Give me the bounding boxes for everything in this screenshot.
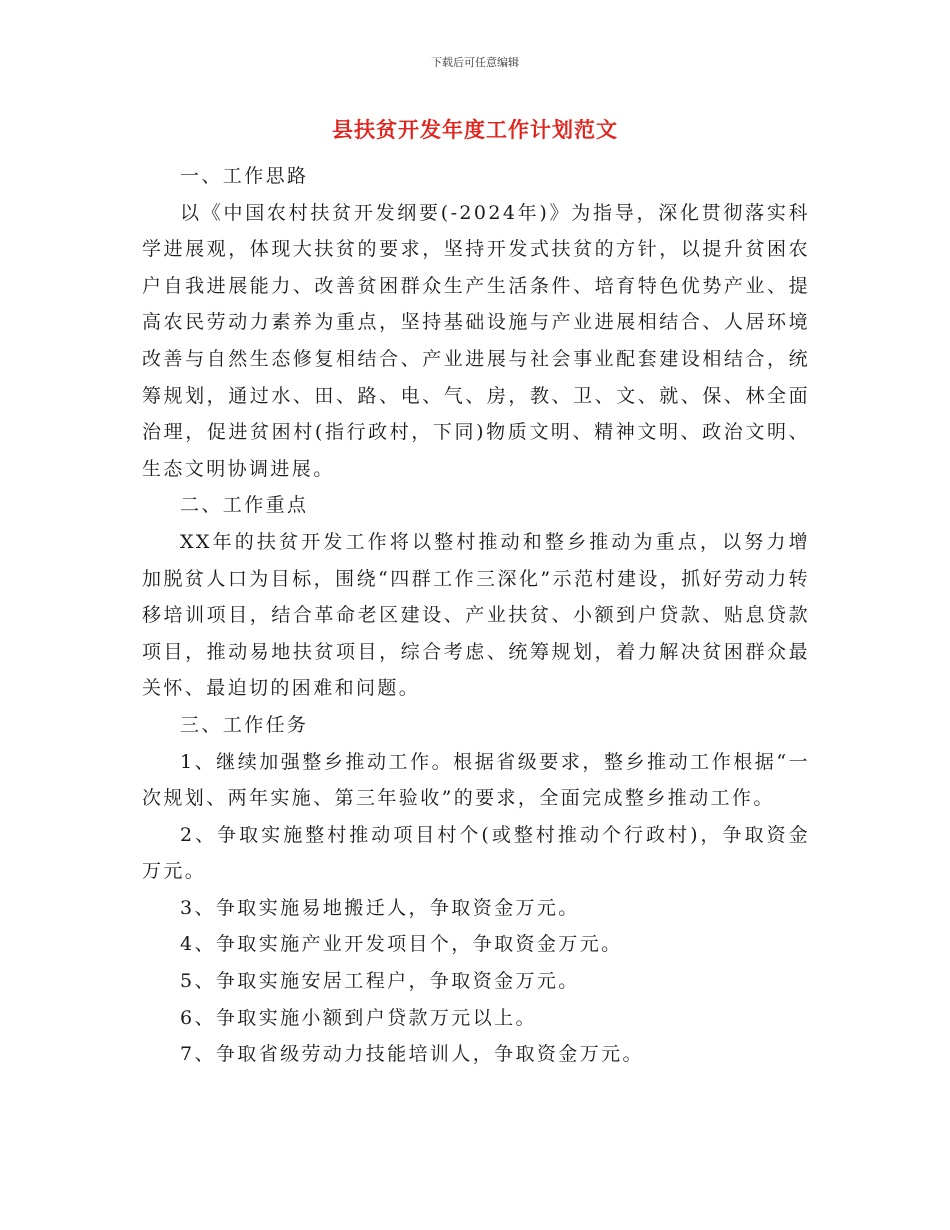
- paragraph-work-approach: 以《中国农村扶贫开发纲要(-2024年)》为指导，深化贯彻落实科学进展观，体现大扶贫的要求，坚持开发式扶贫的方针，以提升贫困农户自我进展能力、改善贫困群众生产生活条件、培育特色优势产业、提高农民劳动力素养为重点，坚持基础设施与产业进展相结合、人居环境改善与自然生态修复相结合、产业进展与社会事业配套建设相结合，统筹规划，通过水、田、路、电、气、房，教、卫、文、就、保、林全面治理，促进贫困村(指行政村，下同)物质文明、精神文明、政治文明、生态文明协调进展。: [142, 201, 810, 480]
- section-heading-3: 三、工作任务: [180, 713, 309, 736]
- section-heading-2: 二、工作重点: [180, 494, 309, 517]
- task-item-2: 2、争取实施整村推动项目村个(或整村推动个行政村)，争取资金万元。: [142, 823, 810, 883]
- task-item-6: 6、争取实施小额到户贷款万元以上。: [180, 1006, 537, 1029]
- task-item-3: 3、争取实施易地搬迁人，争取资金万元。: [180, 896, 580, 919]
- document-title: 县扶贫开发年度工作计划范文: [332, 118, 618, 142]
- document-body: [142, 158, 810, 1073]
- header-note: 下载后可任意编辑: [431, 56, 519, 69]
- task-item-4: 4、争取实施产业开发项目个，争取资金万元。: [180, 933, 623, 956]
- task-item-5: 5、争取实施安居工程户，争取资金万元。: [180, 970, 580, 993]
- paragraph-work-focus: XX年的扶贫开发工作将以整村推动和整乡推动为重点，以努力增加脱贫人口为目标，围绕“四群工作三深化”示范村建设，抓好劳动力转移培训项目，结合革命老区建设、产业扶贫、小额到户贷款、贴息贷款项目，推动易地扶贫项目，综合考虑、统筹规划，着力解决贫困群众最关怀、最迫切的困难和问题。: [142, 530, 810, 700]
- section-heading-1: 一、工作思路: [180, 165, 309, 187]
- task-item-1: 1、继续加强整乡推动工作。根据省级要求，整乡推动工作根据“一次规划、两年实施、第三年验收”的要求，全面完成整乡推动工作。: [142, 750, 810, 810]
- task-item-7: 7、争取省级劳动力技能培训人，争取资金万元。: [180, 1043, 644, 1066]
